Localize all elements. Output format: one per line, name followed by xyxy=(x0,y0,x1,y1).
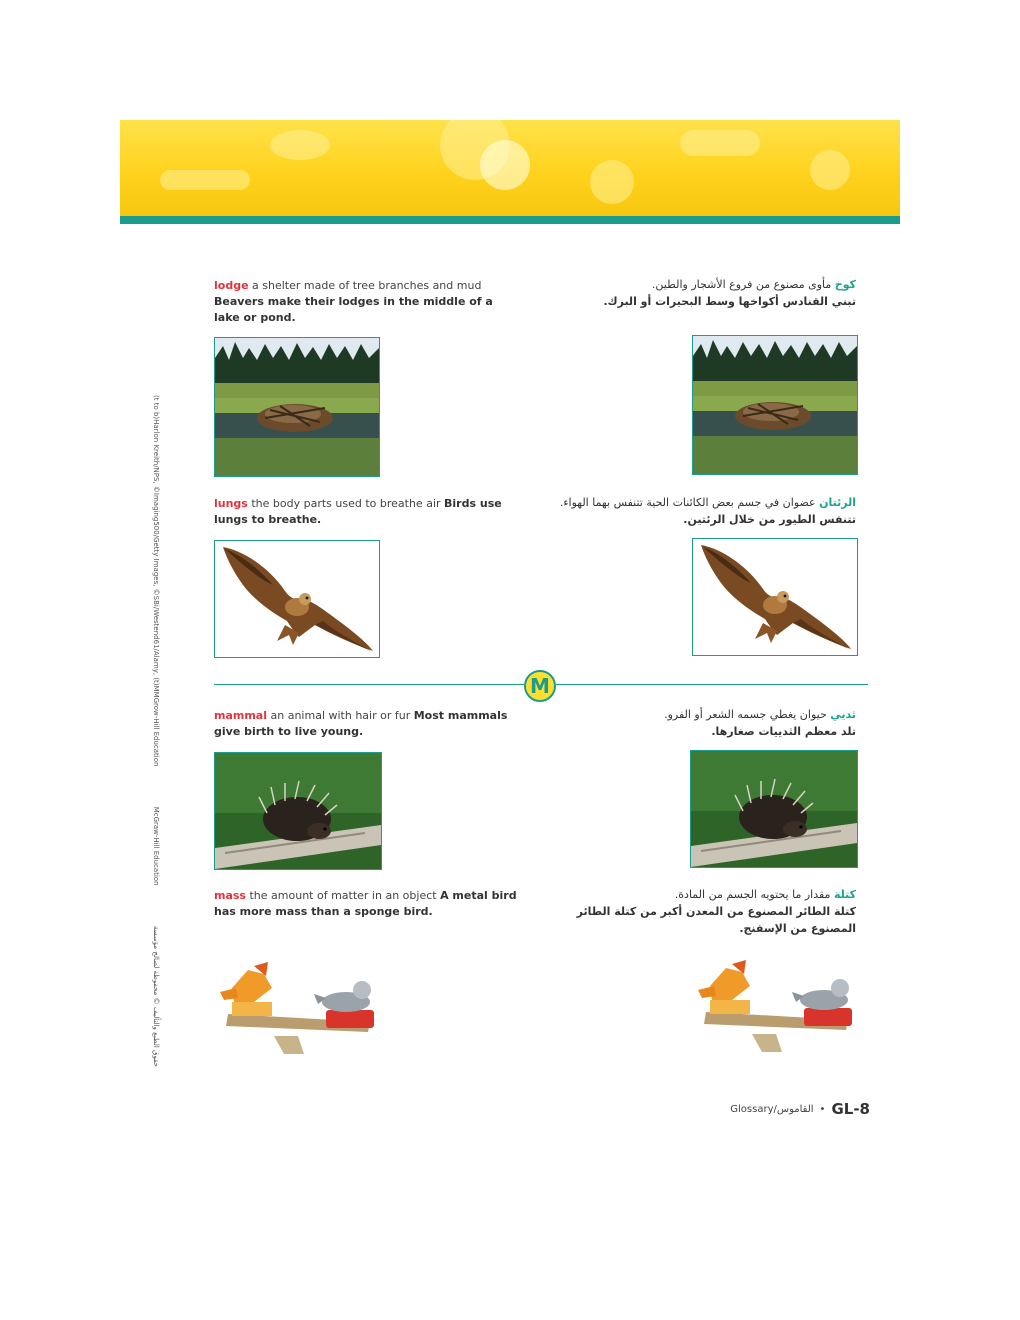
header-strip xyxy=(120,216,900,224)
header-banner xyxy=(120,120,900,216)
def-lungs-ar: عضوان في جسم بعض الكائنات الحية تتنفس بهما الهواء. xyxy=(559,496,820,509)
page-footer xyxy=(730,1100,870,1118)
def-mammal: an animal with hair or fur xyxy=(267,709,414,722)
example-mass: A metal bird has more mass than a sponge bird. xyxy=(214,889,517,918)
lodge-photo-ar xyxy=(692,335,858,475)
publisher-credit: McGraw-Hill Education xyxy=(152,806,160,886)
term-mammal-ar: ثديي xyxy=(830,708,856,721)
term-lungs-ar: الرئتان xyxy=(819,496,856,509)
def-lodge-ar: مأوى مصنوع من فروع الأشجار والطين. xyxy=(651,278,835,291)
example-mammal-ar: تلد معظم الثدييات صغارها. xyxy=(711,725,856,738)
def-lungs: the body parts used to breathe air xyxy=(247,497,445,510)
term-lodge: lodge xyxy=(214,279,249,292)
def-lodge: a shelter made of tree branches and mud xyxy=(248,279,482,292)
example-mass-ar: كتلة الطائر المصنوع من المعدن أكبر من كتلة الطائر المصنوع من الإسفنج. xyxy=(576,905,856,935)
term-mass-ar: كتلة xyxy=(833,888,856,901)
lodge-photo xyxy=(214,337,380,477)
entry-lodge-en xyxy=(214,278,514,326)
example-lungs: Birds use lungs to breathe. xyxy=(214,497,502,526)
letter-divider-right xyxy=(556,684,868,685)
letter-divider-left xyxy=(214,684,524,685)
side-credit xyxy=(148,395,160,1075)
balance-birds-image xyxy=(214,958,380,1054)
photo-credit: (t to b)Harlon Kreith/NPS, ©Imaging500/Getty Images, ©SBi/Westend61/Alamy, (t)MMGrow-Hill Education xyxy=(152,395,160,767)
entry-mammal-en xyxy=(214,708,530,740)
term-lungs: lungs xyxy=(214,497,248,510)
footer-bullet: • xyxy=(819,1103,826,1115)
porcupine-photo xyxy=(214,752,382,870)
def-mass-ar: مقدار ما يحتويه الجسم من المادة. xyxy=(674,888,834,901)
example-lodge: Beavers make their lodges in the middle of a lake or pond. xyxy=(214,295,493,324)
entry-lungs-ar xyxy=(536,494,856,528)
entry-mammal-ar xyxy=(560,706,856,740)
entry-mass-ar xyxy=(560,886,856,937)
def-mass: the amount of matter in an object xyxy=(245,889,441,902)
page-number: GL-8 xyxy=(831,1100,870,1118)
term-mass: mass xyxy=(214,889,246,902)
copyright-arabic: حقوق الطبع والتأليف © محفوظة لصالح مؤسسة xyxy=(152,925,160,1067)
hawk-photo xyxy=(214,540,380,658)
balance-birds-image-ar xyxy=(692,956,858,1052)
term-lodge-ar: كوخ xyxy=(834,278,856,291)
example-lodge-ar: تبني القنادس أكواخها وسط البحيرات أو البرك. xyxy=(603,295,856,308)
def-mammal-ar: حيوان يغطي جسمه الشعر أو الفرو. xyxy=(664,708,831,721)
example-mammal: Most mammals give birth to live young. xyxy=(214,709,508,738)
entry-mass-en xyxy=(214,888,524,920)
example-lungs-ar: تتنفس الطيور من خلال الرئتين. xyxy=(683,513,856,526)
term-mammal: mammal xyxy=(214,709,268,722)
letter-badge: M xyxy=(524,670,556,702)
footer-label: Glossary/القاموس xyxy=(730,1103,814,1115)
entry-lungs-en xyxy=(214,496,530,528)
entry-lodge-ar xyxy=(560,276,856,310)
porcupine-photo-ar xyxy=(690,750,858,868)
hawk-photo-ar xyxy=(692,538,858,656)
